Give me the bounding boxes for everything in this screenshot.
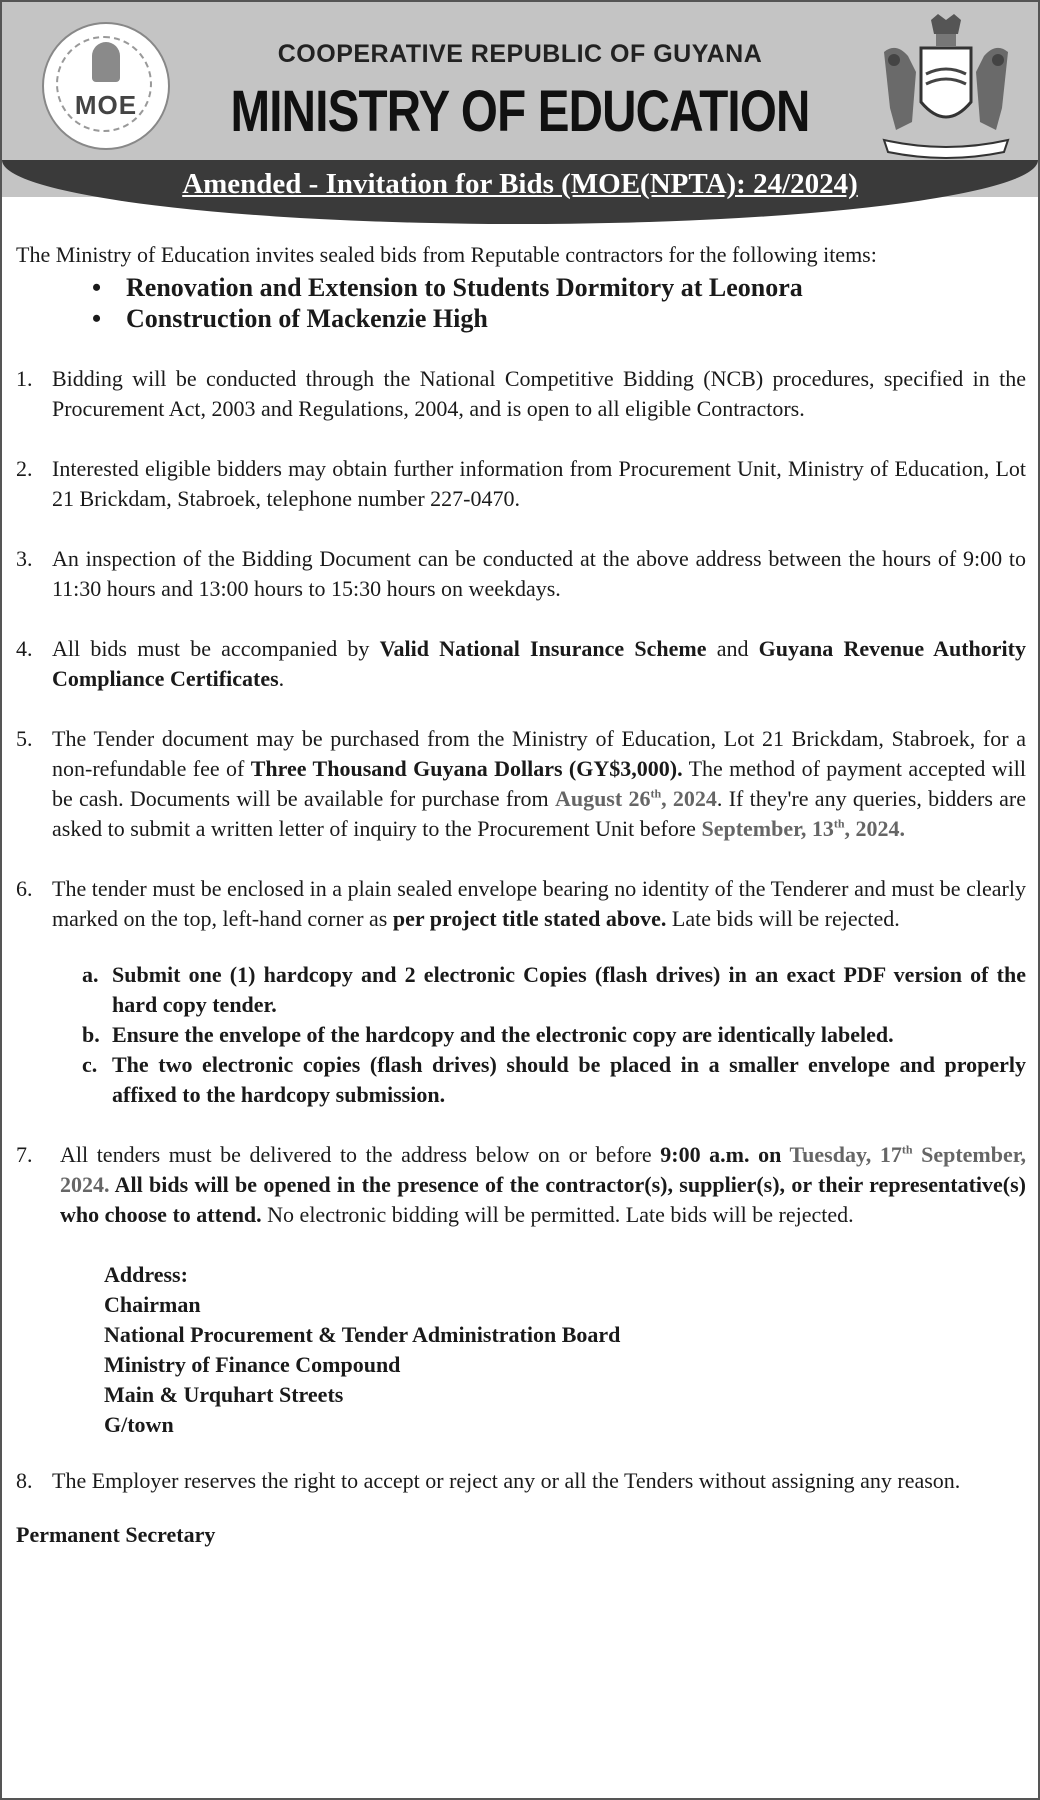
address-line: G/town — [104, 1412, 174, 1437]
address-line: Address: — [104, 1262, 188, 1287]
intro-text: The Ministry of Education invites sealed bids from Reputable contractors for the following items: — [16, 242, 877, 267]
moe-logo: MOE — [42, 22, 170, 150]
address-line: Ministry of Finance Compound — [104, 1352, 401, 1377]
list-item: • Construction of Mackenzie High — [126, 303, 1026, 334]
notice-title: Amended - Invitation for Bids (MOE(NPTA): 24/2024) — [182, 168, 858, 200]
clause-5: 5. The Tender document may be purchased from the Ministry of Education, Lot 21 Brickdam, Stabroek, for a non-refundable fee of Three Thousand Guyana Dollars (GY$3,000). The method of payment accepted will be cash. Documents will be available for purchase from August 26th, 2024. If they're any queries, bidders are asked to submit a written letter of inquiry to the Procurement Unit before September, 13th, 2024. — [16, 726, 1027, 841]
address-line: Main & Urquhart Streets — [104, 1382, 344, 1407]
list-item: • Renovation and Extension to Students Dormitory at Leonora — [126, 272, 1026, 303]
republic-title: COOPERATIVE REPUBLIC OF GUYANA — [277, 40, 763, 68]
submission-requirements — [16, 960, 1026, 1110]
notice-body — [16, 240, 1026, 1550]
clause-7: 7. All tenders must be delivered to the address below on or before 9:00 a.m. on Tuesday, 17th September, 2024. All bids will be opened in the presence of the contractor(s), supplier(s), or their representative(s) who choose to attend. No electronic bidding will be permitted. Late bids will be rejected. — [16, 1142, 1027, 1227]
list-item: b. Ensure the envelope of the hardcopy and the electronic copy are identically labeled. — [82, 1022, 894, 1047]
coat-of-arms-icon — [876, 12, 1016, 162]
address-line: National Procurement & Tender Administration Board — [104, 1322, 621, 1347]
signature: Permanent Secretary — [16, 1522, 216, 1547]
clause-3: 3. An inspection of the Bidding Document can be conducted at the above address between the hours of 9:00 to 11:30 hours and 13:00 hours to 15:30 hours on weekdays. — [16, 546, 1026, 601]
ministry-title: MINISTRY OF EDUCATION — [230, 79, 810, 144]
address-line: Chairman — [104, 1292, 201, 1317]
clause-2: 2. Interested eligible bidders may obtain further information from Procurement Unit, Ministry of Education, Lot 21 Brickdam, Stabroek, telephone number 227-0470. — [16, 456, 1026, 511]
clause-1: 1. Bidding will be conducted through the National Competitive Bidding (NCB) procedures, specified in the Procurement Act, 2003 and Regulations, 2004, and is open to all eligible Contractors. — [16, 366, 1026, 421]
clause-8: 8. The Employer reserves the right to accept or reject any or all the Tenders without assigning any reason. — [16, 1468, 961, 1493]
list-item: a. Submit one (1) hardcopy and 2 electronic Copies (flash drives) in an exact PDF version of the hard copy tender. — [82, 962, 1026, 1017]
delivery-address — [16, 1260, 1026, 1440]
clause-6: 6. The tender must be enclosed in a plain sealed envelope bearing no identity of the Tenderer and must be clearly marked on the top, left-hand corner as per project title stated above. Late bids will be rejected. — [16, 876, 1026, 931]
items-list — [16, 272, 1026, 334]
clause-4: 4. All bids must be accompanied by Valid National Insurance Scheme and Guyana Revenue Authority Compliance Certificates. — [16, 636, 1026, 691]
list-item: c. The two electronic copies (flash drives) should be placed in a smaller envelope and properly affixed to the hardcopy submission. — [82, 1052, 1026, 1107]
